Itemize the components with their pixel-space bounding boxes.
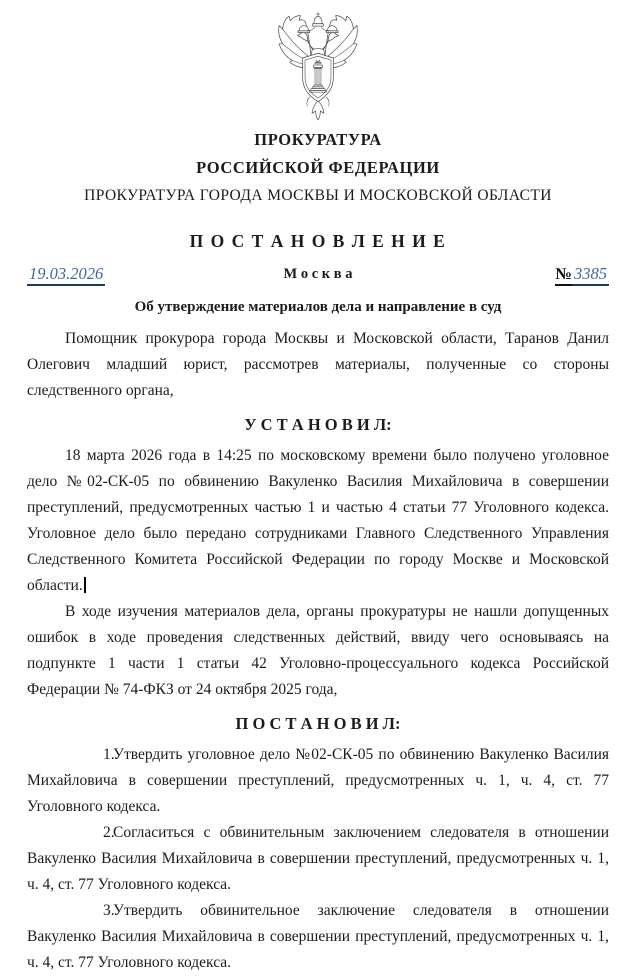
date-field[interactable]: 19.03.2026 xyxy=(27,264,105,286)
text-cursor xyxy=(84,577,86,593)
resolution-item-3 xyxy=(27,898,609,976)
ustanovil-heading: У С Т А Н О В И Л: xyxy=(244,415,392,434)
preamble-paragraph: Помощник прокурора города Москвы и Московской области, Таранов Данил Олегович младший юрист, рассмотрев материалы, полученные со стороны следственного органа, xyxy=(27,330,609,399)
item-2-number: 2. xyxy=(103,824,115,841)
resolution-item-1 xyxy=(27,742,609,820)
city-label: М о с к в а xyxy=(283,266,353,282)
body-paragraph-1[interactable] xyxy=(27,443,609,599)
item-3-number: 3. xyxy=(103,902,115,919)
number-value[interactable]: 3385 xyxy=(572,264,609,286)
item-1-number: 1. xyxy=(103,746,115,763)
document-number-field[interactable] xyxy=(459,264,609,284)
postanovil-heading: П О С Т А Н О В И Л: xyxy=(235,714,401,733)
item-3-text: Утвердить обвинительное заключение следователя в отношении Вакуленко Василия Михайловича в совершении преступлений, предусмотренных ч. 1, ч. 4, ст. 77 Уголовного кодекса. xyxy=(27,902,609,971)
item-1-text: Утвердить уголовное дело №02-СК-05 по обвинению Вакуленко Василия Михайловича в совершении преступлений, предусмотренных ч. 1, ч. 4, ст. 77 Уголовного кодекса. xyxy=(27,746,609,815)
prosecutor-eagle-emblem-icon xyxy=(259,12,377,124)
org-name-line3: ПРОКУРАТУРА ГОРОДА МОСКВЫ И МОСКОВСКОЙ ОБЛАСТИ xyxy=(84,187,552,204)
org-name-line1: ПРОКУРАТУРА xyxy=(254,130,382,149)
document-meta-row xyxy=(27,264,609,284)
document-type-title: П О С Т А Н О В Л Е Н И Е xyxy=(189,231,447,251)
body-paragraph-2: В ходе изучения материалов дела, органы прокуратуры не нашли допущенных ошибок в ходе проведения следственных действий, ввиду чего основываясь на подпункте 1 части 1 статьи 42 Уголовно-процессуального кодекса Российской Федерации № 74-ФКЗ от 24 октября 2025 года, xyxy=(27,603,609,698)
body-paragraph-1-text: 18 марта 2026 года в 14:25 по московскому времени было получено уголовное дело №02-СК-05 по обвинению Вакуленко Василия Михайловича в совершении преступлений, предусмотренных частью 1 и частью 4 статьи 77 Уголовного кодекса. Уголовное дело было передано сотрудниками Главного Следственного Управления Следственного Комитета Российской Федерации по городу Москве и Московской области. xyxy=(27,447,609,594)
resolution-item-2 xyxy=(27,820,609,898)
document-subject: Об утверждение материалов дела и направление в суд xyxy=(134,299,502,315)
org-name-line2: РОССИЙСКОЙ ФЕДЕРАЦИИ xyxy=(196,158,440,177)
document-header-emblem xyxy=(27,12,609,124)
number-sign: № xyxy=(555,264,572,286)
item-2-text: Согласиться с обвинительным заключением следователя в отношении Вакуленко Василия Михайловича в совершении преступлений, предусмотренных ч. 1, ч. 4, ст. 77 Уголовного кодекса. xyxy=(27,824,609,893)
